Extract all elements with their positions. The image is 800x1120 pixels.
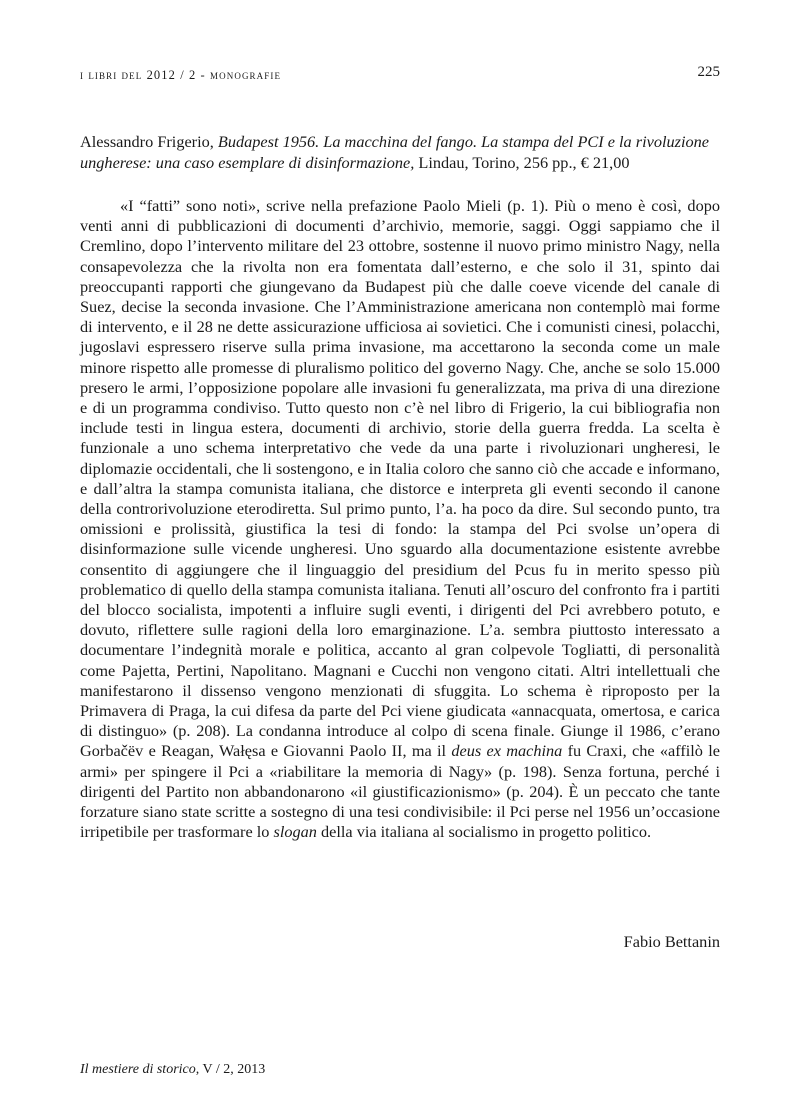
page-number: 225 [697, 64, 720, 80]
running-head: i libri del 2012 / 2 - monografie [80, 68, 282, 82]
review-text-part-3: della via italiana al socialismo in progetto politico. [316, 822, 652, 842]
citation-publisher: Lindau, Torino, 256 pp., € 21,00 [414, 152, 630, 172]
page-footer [80, 1062, 265, 1078]
review-italic-slogan: slogan [273, 822, 317, 842]
reviewer-signature: Fabio Bettanin [623, 932, 720, 951]
review-text-part-1: «I “fatti” sono noti», scrive nella prefazione Paolo Mieli (p. 1). Più o meno è così, dopo venti anni di pubblicazioni di documenti d’archivio, memorie, saggi. Oggi sappiamo che il Cremlino, dopo l’intervento militare del 23 ottobre, sostenne il nuovo primo ministro Nagy, nella consapevolezza che la rivolta non era fomentata dall’esterno, e che solo il 31, spinto dai preoccupanti rapporti che giungevano da Budapest più che dalle coeve vicende del canale di Suez, decise la seconda invasione. Che l’Amministrazione americana non contemplò mai forme di intervento, e il 28 ne dette assicurazione ufficiosa ai sovietici. Che i comunisti cinesi, polacchi, jugoslavi espressero riserve sulla prima invasione, ma accettarono la seconda come un male minore rispetto alle promesse di pluralismo politico del governo Nagy. Che, anche se solo 15.000 presero le armi, l’opposizione popolare alle invasioni fu generalizzata, ma priva di una direzione e di un programma condiviso. Tutto questo non c’è nel libro di Frigerio, la cui bibliografia non include testi in lingua estera, documenti di archivio, storie della guerra fredda. La scelta è funzionale a uno schema interpretativo che vede da una parte i rivoluzionari ungheresi, le diplomazie occidentali, che li sostengono, e in Italia coloro che sanno ciò che accade e informano, e dall’altra la stampa comunista italiana, che distorce e interpreta gli eventi secondo il canone della controrivoluzione eterodiretta. Sul primo punto, l’a. ha poco da dire. Sul secondo punto, tra omissioni e prolissità, giustifica la tesi di fondo: la stampa del Pci svolse un’opera di disinformazione sulle vicende ungheresi. Uno sguardo alla documentazione esistente avrebbe consentito di aggiungere che il linguaggio del presidium del Pcus fu in merito spesso più problematico di quello della stampa comunista italiana. Tenuti all’oscuro del confronto fra i partiti del blocco socialista, impotenti a influire sugli eventi, i dirigenti del Pci avrebbero potuto, e dovuto, riflettere sulle ragioni della loro emarginazione. L’a. sembra piuttosto interessato a documentare l’indegnità morale e politica, accanto al gran colpevole Togliatti, di personalità come Pajetta, Pertini, Napolitano. Magnani e Cucchi non vengono citati. Altri intellettuali che manifestarono il dissenso vengono menzionati di sfuggita. Lo schema è riproposto per la Primavera di Praga, la cui difesa da parte del Pci viene giudicata «annacquata, omertosa, e carica di distinguo» (p. 208). La condanna introduce al colpo di scena finale. Giunge il 1986, c’erano Gorbačëv e Reagan, Wałęsa e Giovanni Paolo II, ma il [80, 196, 720, 761]
review-italic-deus-ex-machina: deus ex machina [451, 741, 563, 761]
book-citation [80, 132, 720, 173]
review-body [80, 196, 720, 843]
citation-author: Alessandro Frigerio, [80, 132, 218, 151]
page-header [80, 64, 720, 88]
review-text-part-2: fu Craxi, che «affilò le armi» per spingere il Pci a «riabilitare la memoria di Nagy» (p. 198). Senza fortuna, perché i dirigenti del Partito non abbandonarono «il giustificazionismo» (p. 204). È un peccato che tante forzature siano state scritte a sostegno di una tesi condivisibile: il Pci perse nel 1956 un’occasione irripetibile per trasformare lo [80, 741, 720, 842]
citation-title: Budapest 1956. La macchina del fango. La stampa del PCI e la rivoluzione ungherese: una caso esemplare di disinformazione, [80, 132, 710, 172]
journal-title: Il mestiere di storico [80, 1062, 196, 1077]
journal-issue: , V / 2, 2013 [195, 1062, 266, 1077]
